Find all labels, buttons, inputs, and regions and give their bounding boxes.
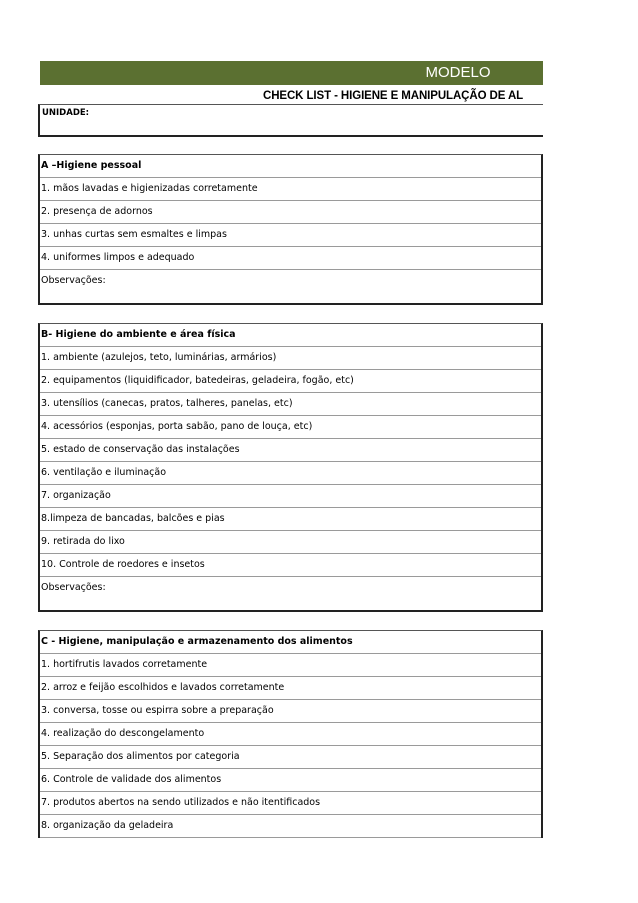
checklist-item[interactable]: 4. acessórios (esponjas, porta sabão, pano de louça, etc): [40, 416, 541, 439]
checklist-item[interactable]: 6. ventilação e iluminação: [40, 462, 541, 485]
section-b-header: B- Higiene do ambiente e área física: [40, 324, 541, 347]
checklist-item[interactable]: 8. organização da geladeira: [40, 815, 541, 838]
checklist-item[interactable]: 3. unhas curtas sem esmaltes e limpas: [40, 224, 541, 247]
observations-space[interactable]: [40, 600, 541, 610]
checklist-item[interactable]: 1. hortifrutis lavados corretamente: [40, 654, 541, 677]
unit-label: UNIDADE:: [42, 108, 90, 118]
checklist-item[interactable]: 2. arroz e feijão escolhidos e lavados corretamente: [40, 677, 541, 700]
checklist-item[interactable]: 7. produtos abertos na sendo utilizados e não itentificados: [40, 792, 541, 815]
observations-space[interactable]: [40, 293, 541, 303]
checklist-item[interactable]: 2. equipamentos (liquidificador, batedeiras, geladeira, fogão, etc): [40, 370, 541, 393]
checklist-item[interactable]: 1. ambiente (azulejos, teto, luminárias, armários): [40, 347, 541, 370]
checklist-item[interactable]: 3. utensílios (canecas, pratos, talheres, panelas, etc): [40, 393, 541, 416]
checklist-item[interactable]: 7. organização: [40, 485, 541, 508]
checklist-item[interactable]: 4. uniformes limpos e adequado: [40, 247, 541, 270]
checklist-item[interactable]: 3. conversa, tosse ou espirra sobre a preparação: [40, 700, 541, 723]
section-b-environment-hygiene: [38, 323, 543, 612]
section-a-personal-hygiene: [38, 154, 543, 305]
checklist-item[interactable]: 5. Separação dos alimentos por categoria: [40, 746, 541, 769]
checklist-item[interactable]: 1. mãos lavadas e higienizadas corretamente: [40, 178, 541, 201]
unit-field[interactable]: [38, 104, 543, 137]
checklist-item[interactable]: 5. estado de conservação das instalações: [40, 439, 541, 462]
checklist-item[interactable]: 10. Controle de roedores e insetos: [40, 554, 541, 577]
banner-title: MODELO: [425, 64, 491, 81]
title-banner: [40, 61, 543, 85]
checklist-title: CHECK LIST - HIGIENE E MANIPULAÇÃO DE AL: [263, 90, 524, 102]
checklist-item[interactable]: 6. Controle de validade dos alimentos: [40, 769, 541, 792]
checklist-item[interactable]: 9. retirada do lixo: [40, 531, 541, 554]
checklist-item[interactable]: 8.limpeza de bancadas, balcões e pias: [40, 508, 541, 531]
section-a-header: A –Higiene pessoal: [40, 155, 541, 178]
section-c-header: C - Higiene, manipulação e armazenamento dos alimentos: [40, 631, 541, 654]
observations-field[interactable]: Observações:: [41, 275, 106, 286]
observations-field[interactable]: Observações:: [41, 582, 106, 593]
section-c-food-handling: [38, 630, 543, 838]
checklist-item[interactable]: 2. presença de adornos: [40, 201, 541, 224]
checklist-item[interactable]: 4. realização do descongelamento: [40, 723, 541, 746]
